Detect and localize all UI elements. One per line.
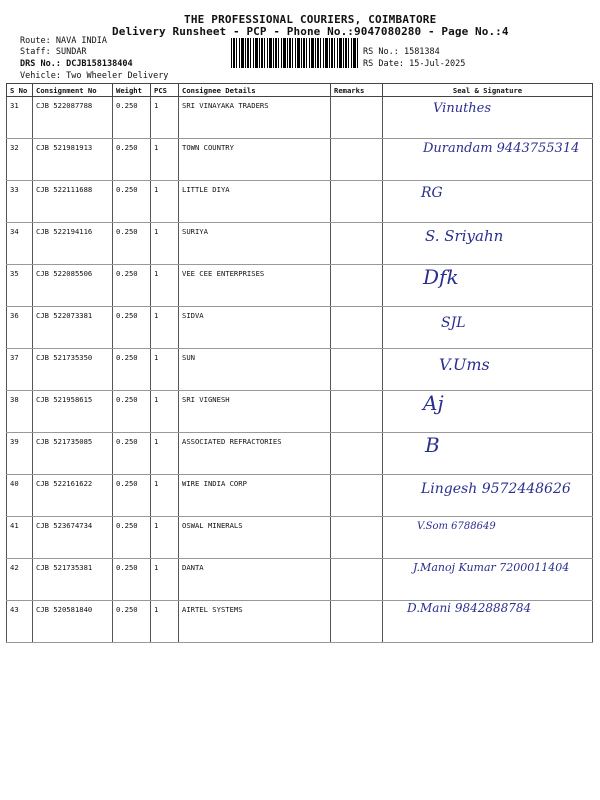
cell-consignee: AIRTEL SYSTEMS — [179, 601, 331, 643]
cell-weight: 0.250 — [113, 97, 151, 139]
cell-sno: 35 — [7, 265, 33, 307]
cell-remarks — [331, 139, 383, 181]
cell-consignee: OSWAL MINERALS — [179, 517, 331, 559]
cell-pcs: 1 — [151, 517, 179, 559]
handwritten-signature: Durandam 9443755314 — [423, 141, 580, 156]
cell-signature — [383, 223, 593, 265]
cell-pcs: 1 — [151, 307, 179, 349]
cell-remarks — [331, 223, 383, 265]
cell-weight: 0.250 — [113, 475, 151, 517]
handwritten-signature: Aj — [423, 391, 444, 415]
cell-remarks — [331, 559, 383, 601]
cell-weight: 0.250 — [113, 559, 151, 601]
cell-signature — [383, 139, 593, 181]
cell-signature — [383, 559, 593, 601]
cell-signature — [383, 307, 593, 349]
route-label: Route: — [20, 36, 51, 46]
cell-signature — [383, 349, 593, 391]
cell-signature — [383, 181, 593, 223]
cell-weight: 0.250 — [113, 307, 151, 349]
company-name: THE PROFESSIONAL COURIERS, COIMBATORE — [184, 13, 437, 26]
handwritten-signature: SJL — [441, 315, 466, 331]
cell-sno: 41 — [7, 517, 33, 559]
cell-consignee: SRI VINAYAKA TRADERS — [179, 97, 331, 139]
cell-signature — [383, 475, 593, 517]
table-row — [7, 139, 593, 181]
cell-signature — [383, 97, 593, 139]
drs-label: DRS No.: — [20, 59, 61, 69]
cell-remarks — [331, 307, 383, 349]
handwritten-signature: J.Manoj Kumar 7200011404 — [413, 561, 570, 574]
rs-date-line — [363, 59, 465, 69]
handwritten-signature: Dfk — [423, 265, 459, 289]
cell-pcs: 1 — [151, 181, 179, 223]
cell-sno: 36 — [7, 307, 33, 349]
rs-date-value: 15-Jul-2025 — [409, 59, 466, 69]
table-row — [7, 181, 593, 223]
rs-date-label: RS Date: — [363, 59, 404, 69]
cell-sno: 38 — [7, 391, 33, 433]
drs-value: DCJB158138404 — [66, 59, 133, 69]
table-row — [7, 601, 593, 643]
runsheet-table — [6, 83, 593, 643]
cell-sno: 40 — [7, 475, 33, 517]
cell-remarks — [331, 517, 383, 559]
table-header-row — [7, 84, 593, 97]
cell-signature — [383, 601, 593, 643]
table-row — [7, 265, 593, 307]
col-header-consignment: Consignment No — [33, 84, 113, 97]
cell-weight: 0.250 — [113, 517, 151, 559]
rs-no-line — [363, 47, 440, 57]
table-row — [7, 349, 593, 391]
cell-pcs: 1 — [151, 433, 179, 475]
cell-consignee: DANTA — [179, 559, 331, 601]
cell-remarks — [331, 181, 383, 223]
cell-sno: 33 — [7, 181, 33, 223]
cell-weight: 0.250 — [113, 601, 151, 643]
col-header-consignee: Consignee Details — [179, 84, 331, 97]
cell-signature — [383, 517, 593, 559]
barcode — [231, 38, 359, 68]
cell-pcs: 1 — [151, 97, 179, 139]
cell-consignment-no: CJB 522073381 — [33, 307, 113, 349]
cell-signature — [383, 433, 593, 475]
cell-consignee: ASSOCIATED REFRACTORIES — [179, 433, 331, 475]
table-row — [7, 517, 593, 559]
table-row — [7, 307, 593, 349]
cell-consignment-no: CJB 523674734 — [33, 517, 113, 559]
route-value: NAVA INDIA — [55, 36, 108, 46]
cell-weight: 0.250 — [113, 181, 151, 223]
table-row — [7, 391, 593, 433]
col-header-remarks: Remarks — [331, 84, 383, 97]
table-row — [7, 223, 593, 265]
cell-sno: 39 — [7, 433, 33, 475]
cell-consignee: SIDVA — [179, 307, 331, 349]
cell-weight: 0.250 — [113, 139, 151, 181]
cell-pcs: 1 — [151, 391, 179, 433]
cell-pcs: 1 — [151, 223, 179, 265]
cell-consignee: TOWN COUNTRY — [179, 139, 331, 181]
cell-sno: 31 — [7, 97, 33, 139]
cell-consignee: LITTLE DIYA — [179, 181, 331, 223]
staff-label: Staff: — [20, 47, 51, 57]
document-title: Delivery Runsheet - PCP - Phone No.:9047080280 - Page No.:4 — [112, 25, 509, 38]
handwritten-signature: B — [425, 433, 440, 457]
cell-consignment-no: CJB 522085506 — [33, 265, 113, 307]
route-line — [20, 36, 107, 46]
cell-sno: 34 — [7, 223, 33, 265]
cell-remarks — [331, 349, 383, 391]
cell-consignment-no: CJB 522194116 — [33, 223, 113, 265]
cell-remarks — [331, 265, 383, 307]
handwritten-signature: Lingesh 9572448626 — [421, 481, 571, 497]
cell-consignee: WIRE INDIA CORP — [179, 475, 331, 517]
cell-consignee: VEE CEE ENTERPRISES — [179, 265, 331, 307]
col-header-signature: Seal & Signature — [383, 84, 593, 97]
table-row — [7, 97, 593, 139]
cell-sno: 32 — [7, 139, 33, 181]
handwritten-signature: V.Som 6788649 — [417, 521, 496, 532]
cell-pcs: 1 — [151, 349, 179, 391]
cell-consignment-no: CJB 522087788 — [33, 97, 113, 139]
rs-no-value: 1581384 — [403, 47, 440, 57]
cell-consignee: SUN — [179, 349, 331, 391]
cell-pcs: 1 — [151, 475, 179, 517]
cell-remarks — [331, 391, 383, 433]
handwritten-signature: V.Ums — [439, 355, 490, 374]
col-header-weight: Weight — [113, 84, 151, 97]
vehicle-line — [20, 71, 168, 81]
cell-consignment-no: CJB 521735085 — [33, 433, 113, 475]
rs-no-label: RS No.: — [363, 47, 399, 57]
cell-consignee: SRI VIGNESH — [179, 391, 331, 433]
cell-pcs: 1 — [151, 139, 179, 181]
table-row — [7, 559, 593, 601]
cell-pcs: 1 — [151, 601, 179, 643]
cell-sno: 43 — [7, 601, 33, 643]
col-header-pcs: PCS — [151, 84, 179, 97]
cell-weight: 0.250 — [113, 265, 151, 307]
cell-remarks — [331, 433, 383, 475]
cell-signature — [383, 265, 593, 307]
cell-remarks — [331, 475, 383, 517]
cell-consignment-no: CJB 521735350 — [33, 349, 113, 391]
vehicle-label: Vehicle: — [20, 71, 61, 81]
vehicle-value: Two Wheeler Delivery — [66, 71, 169, 81]
cell-consignment-no: CJB 522161622 — [33, 475, 113, 517]
cell-consignment-no: CJB 521981913 — [33, 139, 113, 181]
cell-weight: 0.250 — [113, 433, 151, 475]
cell-pcs: 1 — [151, 265, 179, 307]
handwritten-signature: S. Sriyahn — [425, 227, 504, 245]
cell-consignment-no: CJB 521958615 — [33, 391, 113, 433]
cell-remarks — [331, 601, 383, 643]
cell-weight: 0.250 — [113, 223, 151, 265]
cell-weight: 0.250 — [113, 349, 151, 391]
cell-consignment-no: CJB 521735381 — [33, 559, 113, 601]
staff-line — [20, 47, 87, 57]
cell-sno: 42 — [7, 559, 33, 601]
cell-consignment-no: CJB 520581840 — [33, 601, 113, 643]
cell-pcs: 1 — [151, 559, 179, 601]
table-row — [7, 433, 593, 475]
handwritten-signature: Vinuthes — [433, 101, 492, 116]
cell-signature — [383, 391, 593, 433]
cell-weight: 0.250 — [113, 391, 151, 433]
cell-consignee: SURIYA — [179, 223, 331, 265]
col-header-sno: S No — [7, 84, 33, 97]
handwritten-signature: RG — [421, 185, 443, 201]
staff-value: SUNDAR — [55, 47, 87, 57]
table-row — [7, 475, 593, 517]
handwritten-signature: D.Mani 9842888784 — [407, 601, 532, 615]
drs-line — [20, 59, 133, 69]
cell-consignment-no: CJB 522111688 — [33, 181, 113, 223]
cell-sno: 37 — [7, 349, 33, 391]
cell-remarks — [331, 97, 383, 139]
